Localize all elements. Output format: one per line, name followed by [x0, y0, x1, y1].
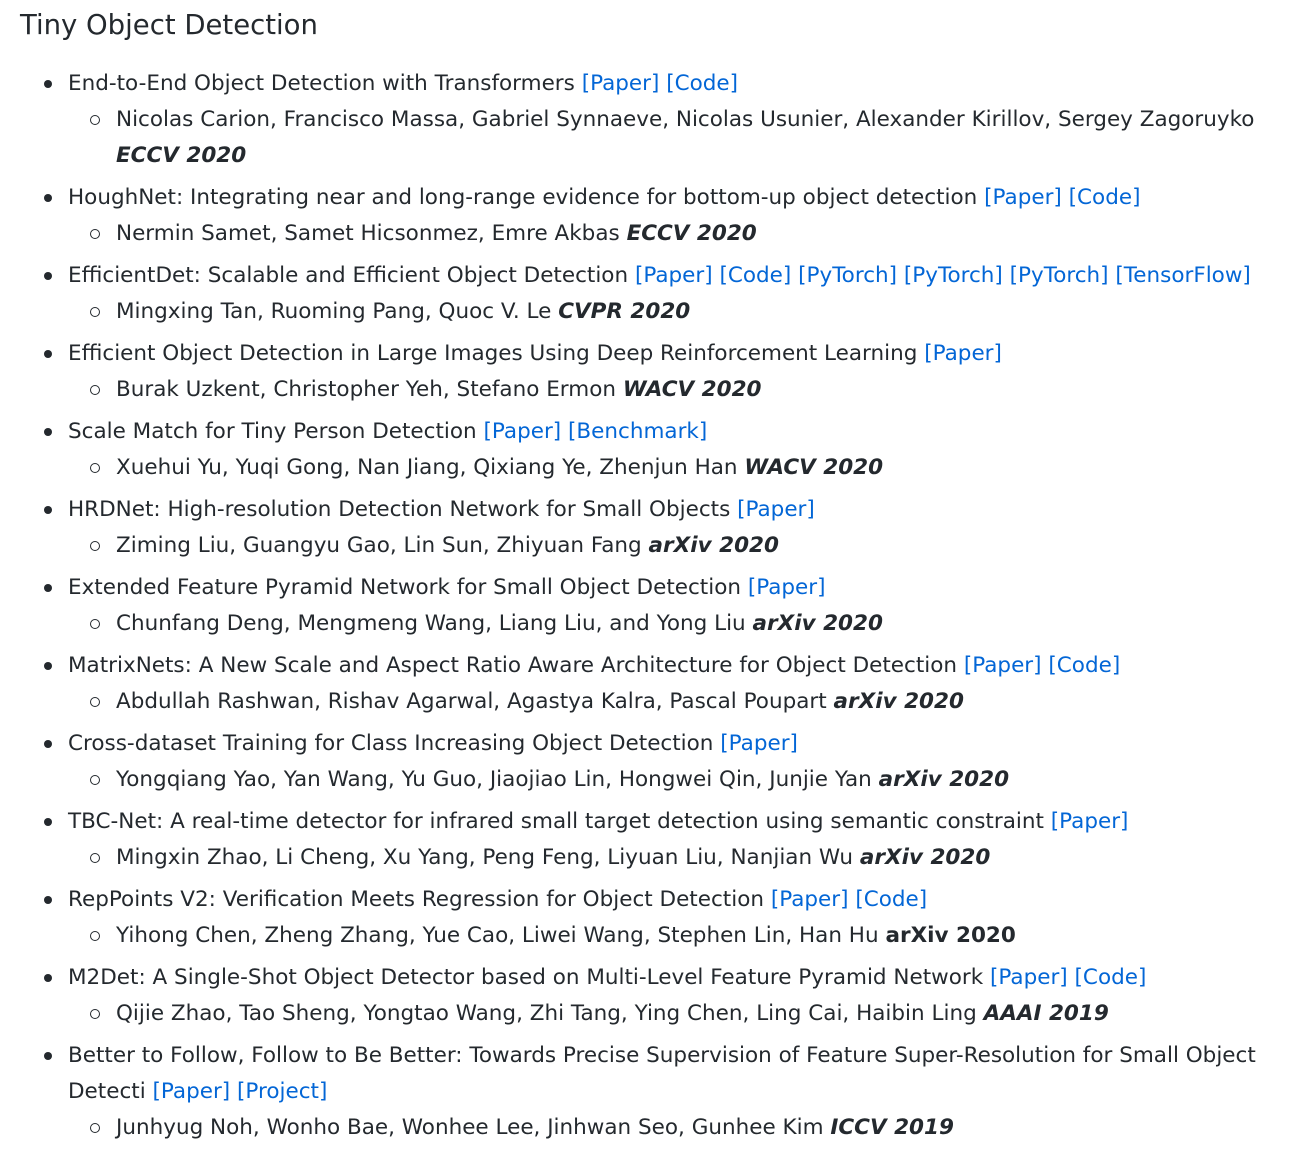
author-line [68, 372, 1289, 408]
author-line [68, 294, 1289, 330]
paper-title: EfficientDet: Scalable and Efficient Object Detection [68, 263, 629, 288]
paper-item [20, 180, 1289, 252]
paper-item [20, 1038, 1289, 1146]
author-names: Ziming Liu, Guangyu Gao, Lin Sun, Zhiyuan Fang [116, 533, 642, 558]
paper-item [20, 960, 1289, 1032]
author-line [68, 840, 1289, 876]
author-names: Nermin Samet, Samet Hicsonmez, Emre Akbas [116, 221, 620, 246]
paper-title: Extended Feature Pyramid Network for Small Object Detection [68, 575, 741, 600]
author-line [68, 684, 1289, 720]
paper-link[interactable]: [Paper] [152, 1079, 231, 1104]
author-sublist [68, 918, 1289, 954]
paper-link[interactable]: [Paper] [924, 341, 1002, 366]
venue-label: arXiv 2020 [885, 923, 1016, 948]
paper-title: HoughNet: Integrating near and long-range evidence for bottom-up object detection [68, 185, 978, 210]
author-names: Xuehui Yu, Yuqi Gong, Nan Jiang, Qixiang Ye, Zhenjun Han [116, 455, 738, 480]
paper-link[interactable]: [Paper] [747, 575, 826, 600]
paper-item [20, 258, 1289, 330]
paper-item [20, 336, 1289, 408]
project-link[interactable]: [Project] [237, 1079, 328, 1104]
paper-link[interactable]: [Paper] [1050, 809, 1129, 834]
author-line [68, 528, 1289, 564]
author-sublist [68, 840, 1289, 876]
paper-link[interactable]: [Paper] [990, 965, 1068, 990]
paper-link[interactable]: [Paper] [634, 263, 713, 288]
paper-title: HRDNet: High-resolution Detection Network for Small Objects [68, 497, 731, 522]
pytorch-link[interactable]: [PyTorch] [798, 263, 898, 288]
paper-title: M2Det: A Single-Shot Object Detector based on Multi-Level Feature Pyramid Network [68, 965, 984, 990]
tensorflow-link[interactable]: [TensorFlow] [1115, 263, 1251, 288]
code-link[interactable]: [Code] [666, 71, 739, 96]
paper-link[interactable]: [Paper] [483, 419, 562, 444]
paper-title: Better to Follow, Follow to Be Better: Towards Precise Supervision of Feature Super-Resolution for Small Object Detecti [68, 1043, 1256, 1104]
venue-label: arXiv 2020 [752, 611, 883, 636]
paper-item [20, 804, 1289, 876]
venue-label: arXiv 2020 [878, 767, 1010, 792]
pytorch-link[interactable]: [PyTorch] [903, 263, 1003, 288]
paper-title: Scale Match for Tiny Person Detection [68, 419, 477, 444]
code-link[interactable]: [Code] [1074, 965, 1147, 990]
venue-label: ICCV 2019 [830, 1115, 954, 1140]
paper-item [20, 882, 1289, 954]
venue-label: WACV 2020 [622, 377, 762, 402]
code-link[interactable]: [Code] [1048, 653, 1121, 678]
paper-title: TBC-Net: A real-time detector for infrared small target detection using semantic constraint [68, 809, 1044, 834]
paper-item [20, 648, 1289, 720]
paper-item [20, 414, 1289, 486]
venue-label: CVPR 2020 [558, 299, 691, 324]
author-line [68, 216, 1289, 252]
venue-label: arXiv 2020 [833, 689, 964, 714]
paper-title: Cross-dataset Training for Class Increasing Object Detection [68, 731, 714, 756]
author-sublist [68, 216, 1289, 252]
venue-label: ECCV 2020 [116, 143, 247, 168]
author-line [68, 762, 1289, 798]
author-sublist [68, 294, 1289, 330]
paper-link[interactable]: [Paper] [984, 185, 1062, 210]
author-names: Mingxing Tan, Ruoming Pang, Quoc V. Le [116, 299, 552, 324]
venue-label: WACV 2020 [744, 455, 884, 480]
author-names: Yongqiang Yao, Yan Wang, Yu Guo, Jiaojiao Lin, Hongwei Qin, Junjie Yan [116, 767, 872, 792]
paper-list [20, 66, 1289, 1146]
author-names: Abdullah Rashwan, Rishav Agarwal, Agastya Kalra, Pascal Poupart [116, 689, 827, 714]
benchmark-link[interactable]: [Benchmark] [568, 419, 708, 444]
author-line [68, 996, 1289, 1032]
author-names: Qijie Zhao, Tao Sheng, Yongtao Wang, Zhi Tang, Ying Chen, Ling Cai, Haibin Ling [116, 1001, 977, 1026]
paper-title: MatrixNets: A New Scale and Aspect Ratio Aware Architecture for Object Detection [68, 653, 958, 678]
paper-title: RepPoints V2: Verification Meets Regression for Object Detection [68, 887, 764, 912]
author-sublist [68, 450, 1289, 486]
code-link[interactable]: [Code] [1068, 185, 1141, 210]
venue-label: arXiv 2020 [648, 533, 779, 558]
author-names: Nicolas Carion, Francisco Massa, Gabriel Synnaeve, Nicolas Usunier, Alexander Kirillov, Sergey Zagoruyko [116, 107, 1255, 132]
code-link[interactable]: [Code] [719, 263, 792, 288]
paper-link[interactable]: [Paper] [770, 887, 849, 912]
venue-label: ECCV 2020 [626, 221, 757, 246]
paper-link[interactable]: [Paper] [737, 497, 815, 522]
author-line [68, 918, 1289, 954]
paper-item [20, 570, 1289, 642]
venue-label: arXiv 2020 [859, 845, 991, 870]
code-link[interactable]: [Code] [855, 887, 928, 912]
paper-title: End-to-End Object Detection with Transformers [68, 71, 575, 96]
author-sublist [68, 606, 1289, 642]
paper-link[interactable]: [Paper] [720, 731, 798, 756]
paper-title: Efficient Object Detection in Large Images Using Deep Reinforcement Learning [68, 341, 918, 366]
author-names: Mingxin Zhao, Li Cheng, Xu Yang, Peng Feng, Liyuan Liu, Nanjian Wu [116, 845, 854, 870]
section-heading: Tiny Object Detection [20, 9, 318, 41]
author-sublist [68, 684, 1289, 720]
paper-item [20, 726, 1289, 798]
author-names: Chunfang Deng, Mengmeng Wang, Liang Liu, and Yong Liu [116, 611, 746, 636]
paper-item [20, 492, 1289, 564]
pytorch-link[interactable]: [PyTorch] [1009, 263, 1109, 288]
author-sublist [68, 102, 1289, 174]
author-sublist [68, 762, 1289, 798]
author-names: Junhyug Noh, Wonho Bae, Wonhee Lee, Jinhwan Seo, Gunhee Kim [116, 1115, 824, 1140]
paper-link[interactable]: [Paper] [581, 71, 660, 96]
author-sublist [68, 996, 1289, 1032]
author-line [68, 1110, 1289, 1146]
author-line [68, 102, 1289, 174]
author-names: Yihong Chen, Zheng Zhang, Yue Cao, Liwei Wang, Stephen Lin, Han Hu [116, 923, 879, 948]
author-line [68, 606, 1289, 642]
paper-link[interactable]: [Paper] [963, 653, 1042, 678]
author-sublist [68, 1110, 1289, 1146]
author-sublist [68, 528, 1289, 564]
paper-item [20, 66, 1289, 174]
author-sublist [68, 372, 1289, 408]
venue-label: AAAI 2019 [983, 1001, 1109, 1026]
author-line [68, 450, 1289, 486]
author-names: Burak Uzkent, Christopher Yeh, Stefano Ermon [116, 377, 616, 402]
